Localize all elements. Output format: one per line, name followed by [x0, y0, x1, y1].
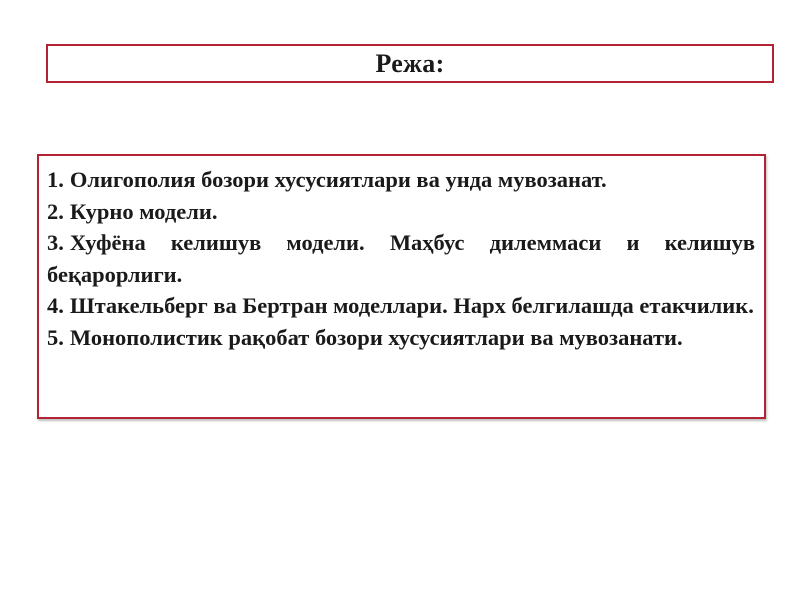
plan-content-box: [37, 154, 766, 419]
plan-item-2: [47, 196, 755, 228]
plan-item-3: [47, 227, 755, 290]
plan-item-5: [47, 322, 755, 354]
plan-item-number: 4.: [47, 293, 64, 318]
plan-item-text: Штакельберг ва Бертран моделлари. Нарх белгилашда етакчилик.: [69, 293, 754, 318]
plan-item-4: [47, 290, 755, 322]
plan-item-number: 5.: [47, 324, 64, 350]
plan-item-text: Хуфёна келишув модели. Маҳбус дилеммаси и келишув беқарорлиги.: [47, 230, 755, 287]
plan-item-text: Монополистик рақобат бозори хусусиятлари ва мувозанати.: [69, 324, 683, 350]
plan-item-1: [47, 164, 755, 196]
plan-list: [47, 164, 755, 353]
plan-item-number: 3.: [47, 230, 64, 255]
plan-item-text: Олигополия бозори хусусиятлари ва унда мувозанат.: [69, 167, 607, 192]
title-box: [46, 44, 774, 83]
plan-item-number: 1.: [47, 167, 64, 192]
plan-item-number: 2.: [47, 198, 64, 224]
page-title: Режа:: [375, 48, 445, 78]
plan-item-text: Курно модели.: [69, 198, 218, 224]
